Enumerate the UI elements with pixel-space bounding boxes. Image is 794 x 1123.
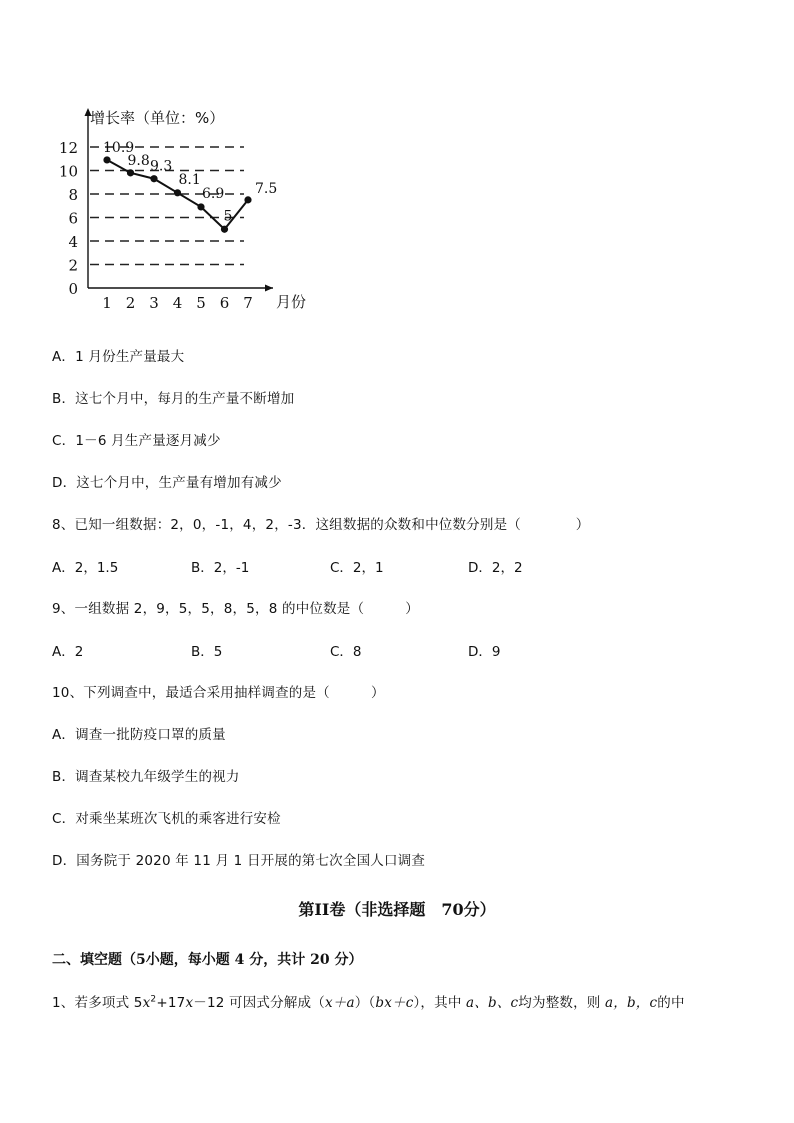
fill1-text-4: ）（	[354, 995, 376, 1011]
data-label-5: 6.9	[202, 185, 225, 202]
q9-stem: 9、一组数据 2，9，5，5，8，5，8 的中位数是（ ）	[52, 601, 419, 617]
q9-option-d[interactable]: D．9	[468, 644, 501, 660]
fill1-var-x: x	[142, 995, 151, 1011]
x-tick-label-5: 5	[196, 294, 206, 312]
chart-title: 增长率（单位：%）	[90, 109, 225, 127]
y-tick-label-4: 4	[68, 233, 78, 251]
x-tick-label-6: 6	[219, 294, 230, 312]
data-label-2: 9.8	[127, 152, 150, 169]
fill1-vars-2: a，b，c	[605, 995, 658, 1011]
x-tick-label-4: 4	[172, 294, 183, 312]
q8-option-c[interactable]: C．2，1	[330, 560, 384, 576]
data-point-3	[150, 175, 157, 182]
data-label-1: 10.9	[103, 139, 135, 156]
q9-option-c[interactable]: C．8	[330, 644, 362, 660]
data-point-5	[197, 203, 204, 210]
part-heading: 二、填空题（5小题，每小题 4 分，共计 20 分）	[52, 952, 363, 968]
q7-option-b[interactable]: B．这七个月中，每月的生产量不断增加	[52, 391, 295, 407]
x-tick-label-1: 1	[102, 294, 112, 312]
data-point-4	[174, 189, 181, 196]
y-tick-label-6: 6	[68, 209, 78, 228]
x-tick-label-7: 7	[243, 294, 253, 312]
q7-option-c[interactable]: C．1－6 月生产量逐月减少	[52, 433, 221, 449]
fill-question-1	[52, 991, 685, 1011]
x-axis-arrow	[265, 285, 273, 292]
fill1-text-2: +17	[156, 995, 186, 1011]
x-axis-label: 月份	[276, 293, 307, 311]
y-tick-label-2: 2	[68, 256, 78, 275]
data-label-7: 7.5	[255, 180, 278, 197]
q7-option-a[interactable]: A．1 月份生产量最大	[52, 349, 185, 365]
growth-rate-chart	[58, 100, 348, 320]
x-tick-label-2: 2	[125, 294, 136, 312]
q10-option-d[interactable]: D．国务院于 2020 年 11 月 1 日开展的第七次全国人口调查	[52, 853, 426, 869]
q10-option-b[interactable]: B．调查某校九年级学生的视力	[52, 769, 240, 785]
data-label-3: 9.3	[150, 158, 173, 175]
q8-option-a[interactable]: A．2，1.5	[52, 560, 119, 576]
data-label-4: 8.1	[178, 171, 201, 188]
fill1-text-5: ），其中	[413, 995, 467, 1011]
data-label-6: 5	[223, 208, 233, 225]
q9-option-b[interactable]: B．5	[191, 644, 223, 660]
fill1-text-7: 的中	[657, 995, 685, 1011]
x-tick-label-3: 3	[149, 294, 159, 312]
fill1-vars-1: a、b、c	[466, 995, 519, 1011]
fill1-text-3: －12 可因式分解成（	[193, 995, 325, 1011]
fill1-factor-2: bx＋c	[375, 995, 414, 1011]
fill1-var-x2: x	[185, 995, 194, 1011]
fill1-text-6: 均为整数，则	[518, 995, 605, 1011]
section-title: 第II卷（非选择题 70分）	[298, 900, 496, 919]
q7-option-d[interactable]: D．这七个月中，生产量有增加有减少	[52, 475, 282, 491]
y-tick-label-10: 10	[58, 162, 78, 181]
fill1-text-1: 1、若多项式 5	[52, 995, 143, 1011]
q10-stem: 10、下列调查中，最适合采用抽样调查的是（ ）	[52, 685, 385, 701]
q10-option-c[interactable]: C．对乘坐某班次飞机的乘客进行安检	[52, 811, 281, 827]
q8-stem: 8、已知一组数据：2，0，-1，4，2，-3．这组数据的众数和中位数分别是（ ）	[52, 517, 590, 533]
data-point-7	[244, 196, 251, 203]
fill1-factor-1: x＋a	[324, 995, 355, 1011]
q8-option-b[interactable]: B．2，-1	[191, 560, 250, 576]
y-tick-label-0: 0	[68, 280, 78, 298]
q8-option-d[interactable]: D．2，2	[468, 560, 523, 576]
data-point-2	[127, 169, 134, 176]
y-tick-label-12: 12	[58, 139, 78, 157]
q10-option-a[interactable]: A．调查一批防疫口罩的质量	[52, 727, 226, 743]
q9-option-a[interactable]: A．2	[52, 644, 84, 660]
data-point-1	[103, 156, 110, 163]
y-tick-label-8: 8	[68, 186, 78, 204]
fill1-exponent: 2	[150, 994, 157, 1005]
data-point-6	[221, 226, 228, 233]
